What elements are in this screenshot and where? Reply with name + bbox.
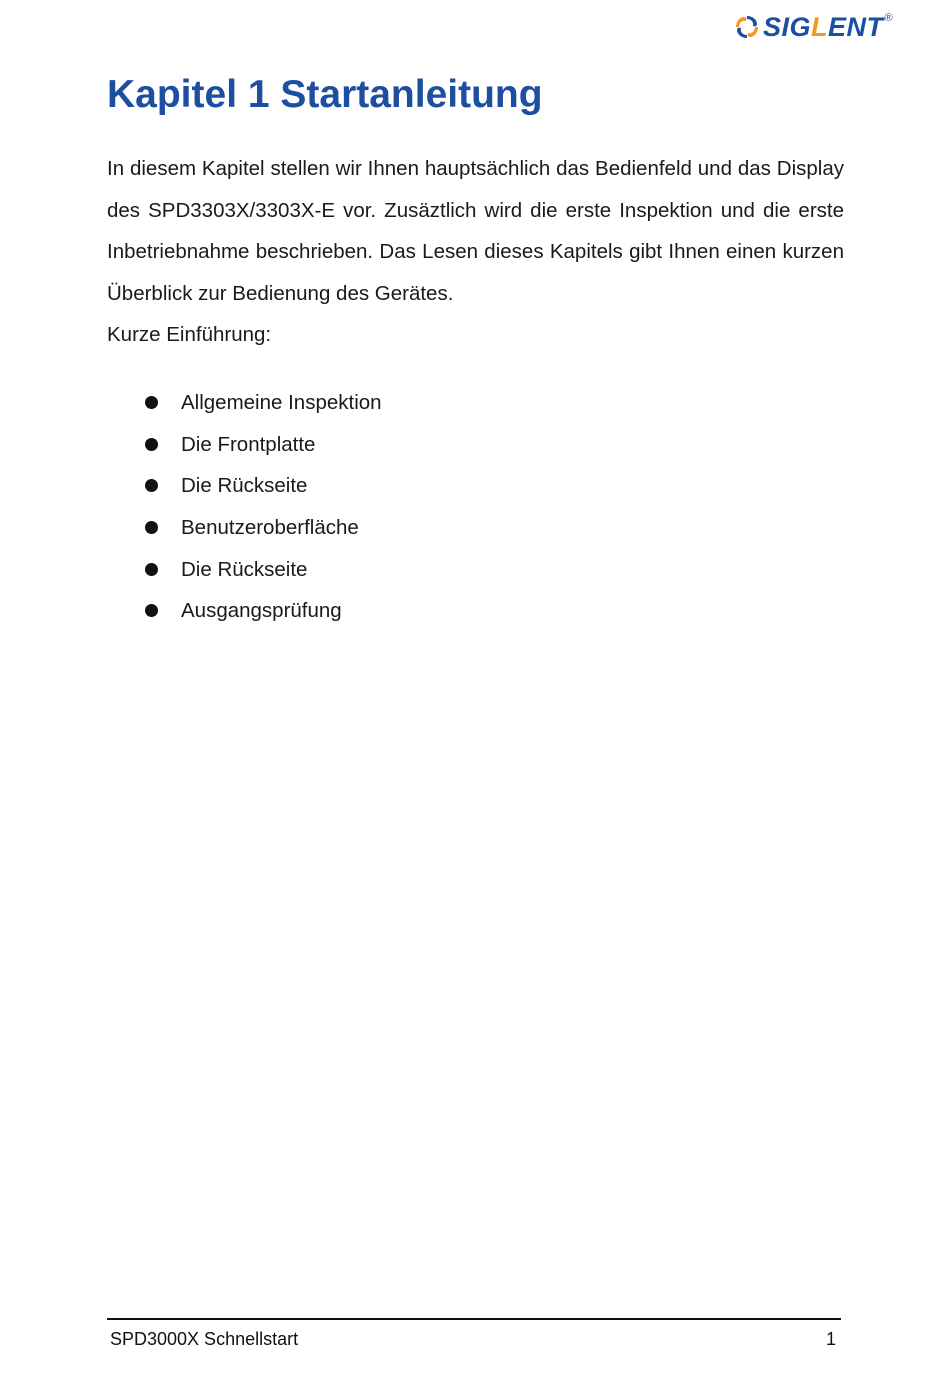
bullet-icon <box>145 563 158 576</box>
bullet-icon <box>145 521 158 534</box>
list-item-label: Die Rückseite <box>181 474 308 498</box>
list-item-label: Benutzeroberfläche <box>181 516 359 540</box>
logo-brand-suffix: ENT <box>828 11 884 42</box>
list-item <box>145 382 382 424</box>
chapter-title: Kapitel 1 Startanleitung <box>107 73 543 116</box>
list-item-label: Die Rückseite <box>181 557 308 581</box>
bullet-icon <box>145 479 158 492</box>
footer-document-name: SPD3000X Schnellstart <box>110 1329 299 1349</box>
siglent-swirl-icon <box>733 13 761 41</box>
siglent-wordmark <box>763 11 884 42</box>
list-item <box>145 507 382 549</box>
list-item <box>145 465 382 507</box>
list-item-label: Allgemeine Inspektion <box>181 391 382 414</box>
logo-brand-accent: L <box>811 11 829 42</box>
list-item <box>145 549 382 591</box>
footer-divider <box>107 1318 841 1320</box>
bullet-icon <box>145 438 158 451</box>
list-item-label: Ausgangsprüfung <box>181 599 342 623</box>
registered-mark: ® <box>884 12 893 24</box>
intro-paragraph: In diesem Kapitel stellen wir Ihnen hauptsächlich das Bedienfeld und das Display des SPD3303X/3303X-E vor. Zusäztlich wird die erste Inspektion und die erste Inbetriebnahme beschrieben. Das Lesen dieses Kapitels gibt Ihnen einen kurzen Überblick zur Bedienung des Gerätes. <box>107 157 844 305</box>
bullet-icon <box>145 396 158 409</box>
short-intro-label: Kurze Einführung: <box>107 323 272 346</box>
siglent-logo <box>733 10 933 44</box>
footer-page-number: 1 <box>826 1329 837 1349</box>
list-item <box>145 424 382 466</box>
list-item-label: Die Frontplatte <box>181 432 316 456</box>
bullet-icon <box>145 604 158 617</box>
topic-list <box>145 382 382 632</box>
list-item <box>145 590 382 632</box>
logo-brand-prefix: SIG <box>763 11 812 42</box>
